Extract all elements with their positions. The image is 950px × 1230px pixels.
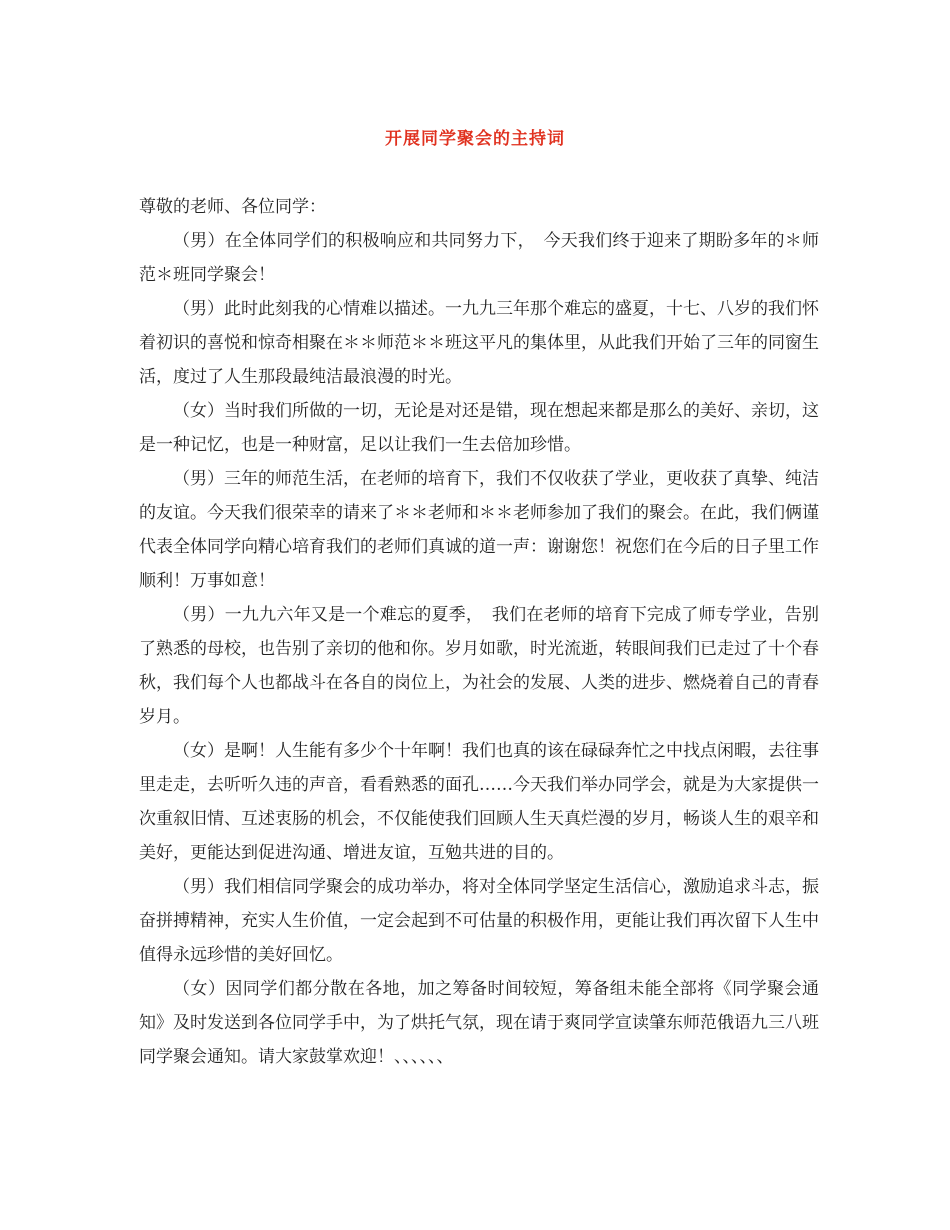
paragraph: （男）我们相信同学聚会的成功举办，将对全体同学坚定生活信心，激励追求斗志，振奋拼搏精神，充实人生价值，一定会起到不可估量的积极作用，更能让我们再次留下人生中值得永远珍惜的美好回忆。 (139, 877, 819, 965)
paragraph: （男）此时此刻我的心情难以描述。一九九三年那个难忘的盛夏，十七、八岁的我们怀着初识的喜悦和惊奇相聚在＊＊师范＊＊班这平凡的集体里，从此我们开始了三年的同窗生活，度过了人生那段最纯洁最浪漫的时光。 (139, 299, 819, 387)
salutation: 尊敬的老师、各位同学： (139, 197, 326, 217)
paragraph: （男）三年的师范生活，在老师的培育下，我们不仅收获了学业，更收获了真挚、纯洁的友谊。今天我们很荣幸的请来了＊＊老师和＊＊老师参加了我们的聚会。在此，我们俩谨代表全体同学向精心培育我们的老师们真诚的道一声：谢谢您！祝您们在今后的日子里工作顺利！万事如意！ (139, 469, 819, 591)
paragraph: （男）在全体同学们的积极响应和共同努力下， 今天我们终于迎来了期盼多年的＊师范＊班同学聚会！ (139, 231, 819, 285)
paragraph: （女）当时我们所做的一切，无论是对还是错，现在想起来都是那么的美好、亲切，这是一种记忆，也是一种财富，足以让我们一生去倍加珍惜。 (139, 401, 819, 455)
document-body (139, 190, 819, 1074)
paragraph: （女）是啊！人生能有多少个十年啊！我们也真的该在碌碌奔忙之中找点闲暇，去往事里走走，去听听久违的声音，看看熟悉的面孔……今天我们举办同学会，就是为大家提供一次重叙旧情、互述衷肠的机会，不仅能使我们回顾人生天真烂漫的岁月，畅谈人生的艰辛和美好，更能达到促进沟通、增进友谊，互勉共进的目的。 (139, 741, 819, 863)
paragraph: （女）因同学们都分散在各地，加之筹备时间较短，筹备组未能全部将《同学聚会通知》及时发送到各位同学手中，为了烘托气氛，现在请于爽同学宣读肇东师范俄语九三八班同学聚会通知。请大家鼓掌欢迎！、、、、、、 (139, 979, 819, 1067)
document-title: 开展同学聚会的主持词 (385, 129, 565, 149)
paragraph: （男）一九九六年又是一个难忘的夏季， 我们在老师的培育下完成了师专学业，告别了熟悉的母校，也告别了亲切的他和你。岁月如歌，时光流逝，转眼间我们已走过了十个春秋，我们每个人也都战斗在各自的岗位上，为社会的发展、人类的进步、燃烧着自己的青春岁月。 (139, 605, 819, 727)
